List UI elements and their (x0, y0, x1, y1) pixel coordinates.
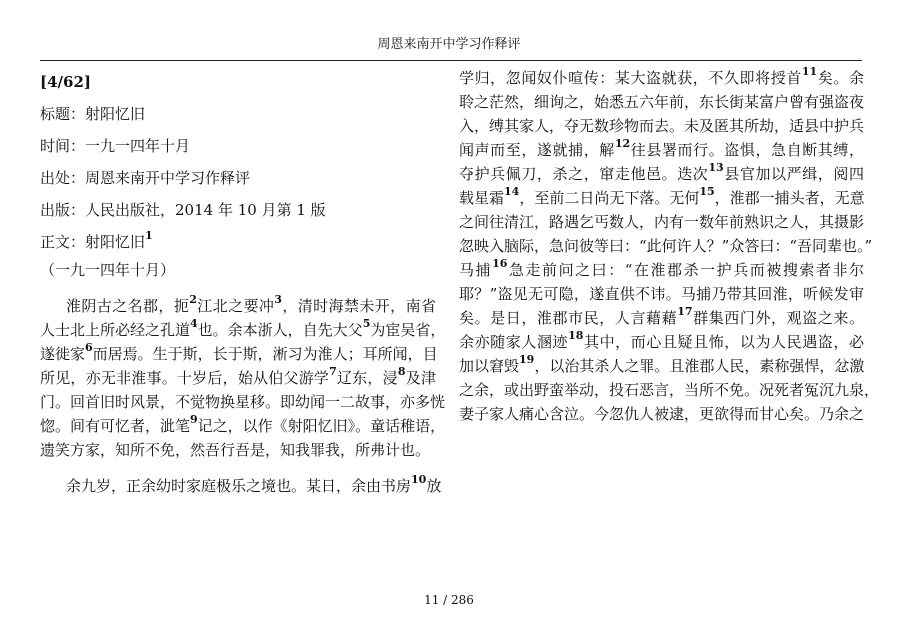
text-line (40, 294, 436, 318)
text-segment: 载星霜 (459, 189, 505, 207)
text-segment: ，至前二日尚无下落。无何 (519, 189, 700, 207)
text-line (40, 390, 446, 414)
text-segment: 江北之要冲 (196, 297, 275, 315)
meta-publish-label: 出版： (40, 201, 86, 219)
record-id: [4/62] (40, 73, 91, 91)
text-segment: 马捕 (459, 261, 493, 279)
text-segment: 忽映入脑际，急问彼等曰：“此何许人？”众答曰：“吾同辈也。” (459, 237, 873, 255)
text-segment: 及津 (405, 369, 436, 387)
footnote-marker: 9 (190, 413, 198, 426)
footnote-marker: 12 (614, 137, 631, 150)
footnote-marker: 1 (145, 229, 153, 242)
text-segment: 门。回首旧时风景，不觉物换星移。即幼闻一二故事，亦多恍 (40, 393, 446, 411)
text-line (40, 342, 436, 366)
text-segment: 遂徙家 (40, 345, 86, 363)
text-segment: 而居焉。生于斯，长于斯，淅习为淮人；耳所闻，目 (92, 345, 438, 363)
meta-text-value: 射阳忆旧 (85, 233, 146, 251)
text-segment: 夺护兵佩刀，杀之，窜走他邑。迭次 (459, 165, 709, 183)
text-segment: 闻声而至，遂就捕，解 (459, 141, 615, 159)
text-segment: 所见，亦无非淮事。十岁后，始从伯父游学 (40, 369, 330, 387)
meta-publish-value: 人民出版社，2014 年 10 月第 1 版 (85, 201, 326, 219)
text-segment: ，清时海禁未开，南省 (281, 297, 436, 315)
text-segment: 学归，忽闻奴仆喧传：某大盗就获，不久即将授首 (459, 69, 802, 87)
footnote-marker: 10 (411, 473, 427, 486)
meta-title (40, 98, 436, 130)
text-segment: 余亦随家人溷迹 (459, 333, 569, 351)
text-segment: 遗笑方家，知所不免，然吾行吾是，知我罪我，所弗计也。 (40, 441, 431, 459)
footnote-marker: 14 (504, 185, 520, 198)
meta-time (40, 130, 436, 162)
footnote-marker: 16 (492, 257, 508, 270)
text-line (459, 66, 864, 90)
footnote-marker: 8 (397, 365, 406, 378)
footnote-marker: 17 (677, 305, 693, 318)
text-line (40, 413, 446, 438)
text-line (459, 402, 864, 426)
meta-publish (40, 194, 436, 226)
footnote-marker: 6 (85, 341, 93, 354)
footnote-marker: 7 (329, 365, 337, 378)
text-segment: 之间往清江，路遇乞丐数人，内有一数年前熟识之人，其摄影 (459, 213, 865, 231)
page-indicator (0, 593, 898, 607)
text-line (459, 282, 864, 306)
meta-time-label: 时间： (40, 137, 86, 155)
text-line (40, 366, 436, 390)
text-segment: 余九岁，正余幼时家庭极乐之境也。某日，余由书房 (66, 477, 412, 495)
text-line (459, 378, 880, 402)
text-segment: 加以窘毁 (459, 357, 520, 375)
text-segment: ，淮郡一捕头者，无意 (714, 189, 865, 207)
text-line (459, 138, 864, 162)
footnote-marker: 19 (519, 353, 535, 366)
meta-time-value: 一九一四年十月 (85, 137, 191, 155)
text-segment: 耶？”盗见无可隐，遂直供不讳。马捕乃带其回淮，听候发审 (459, 285, 864, 303)
text-segment: 淮阴古之名郡，扼 (66, 297, 190, 315)
text-line (459, 114, 864, 138)
meta-text (40, 226, 436, 258)
meta-source (40, 162, 436, 194)
text-segment: 妻子家人痛心含泣。今忽仇人被逮，更欲得而甘心矣。乃余之 (459, 405, 865, 423)
text-segment: 矣。余 (817, 69, 864, 87)
meta-title-value: 射阳忆旧 (85, 105, 146, 123)
footnote-marker: 18 (568, 329, 584, 342)
text-segment: 其中，而心且疑且怖，以为人民遇盗，必 (583, 333, 864, 351)
text-line (459, 354, 864, 378)
footnote-marker: 11 (801, 65, 818, 78)
text-line (459, 330, 864, 354)
page-separator: / (439, 593, 452, 607)
text-segment: ，以治其杀人之罪。且淮郡人民，素称强悍，忿激 (534, 357, 865, 375)
text-segment: 之余，或出野蛮举动，投石恶言，当所不免。况死者冤沉九泉， (459, 381, 880, 399)
footnote-marker: 4 (190, 317, 198, 330)
left-column (40, 66, 446, 498)
text-segment: 记之，以作《射阳忆旧》。童话稚语， (197, 417, 446, 435)
footnote-marker: 5 (362, 317, 371, 330)
meta-source-label: 出处： (40, 169, 86, 187)
text-segment: 往县署而行。盗惧，急自断其缚， (630, 141, 864, 159)
right-column (459, 65, 880, 426)
meta-source-value: 周恩来南开中学习作释评 (85, 169, 251, 187)
paragraph-1 (40, 293, 446, 462)
text-line (459, 162, 864, 186)
text-line (459, 210, 864, 234)
dateline: （一九一四年十月） (40, 261, 176, 279)
footnote-marker: 15 (699, 185, 715, 198)
text-segment: 聆之茫然，细询之，始悉五六年前，东长街某富户曾有强盗夜 (459, 93, 865, 111)
text-segment: 辽东，浸 (336, 369, 398, 387)
text-line (40, 317, 446, 342)
text-line (40, 438, 436, 462)
text-line (40, 473, 442, 498)
text-line (459, 306, 864, 330)
running-header: 周恩来南开中学习作释评 (377, 37, 521, 52)
text-segment: 群集西门外，观盗之来。 (692, 309, 864, 327)
text-segment: 县官加以严缉，阅四 (723, 165, 864, 183)
text-segment: 矣。是日，淮郡市民，人言藉藉 (459, 309, 678, 327)
footnote-marker: 13 (708, 161, 724, 174)
page-current: 11 (424, 593, 440, 607)
text-segment: 急走前问之曰：“在淮郡杀一护兵而被搜索者非尔 (507, 261, 864, 279)
footnote-marker: 3 (274, 293, 282, 306)
header-rule (40, 60, 862, 61)
text-segment: 也。余本浙人，自先大父 (197, 321, 363, 339)
text-segment: 为宦吴省， (370, 321, 446, 339)
page-total: 286 (451, 593, 474, 607)
meta-title-label: 标题： (40, 105, 86, 123)
text-line (459, 258, 864, 282)
text-segment: 入，缚其家人，夺无数珍物而去。未及匿其所劫，适县中护兵 (459, 117, 865, 135)
text-line (459, 234, 873, 258)
paragraph-2-continued (459, 65, 880, 426)
paragraph-2 (40, 473, 442, 498)
text-segment: 放 (426, 477, 442, 495)
footnote-marker: 2 (189, 293, 197, 306)
text-line (459, 90, 864, 114)
text-segment: 惚。间有可忆者，泚笔 (40, 417, 191, 435)
text-segment: 人士北上所必经之孔道 (40, 321, 191, 339)
meta-text-label: 正文： (40, 233, 86, 251)
text-line (459, 186, 864, 210)
